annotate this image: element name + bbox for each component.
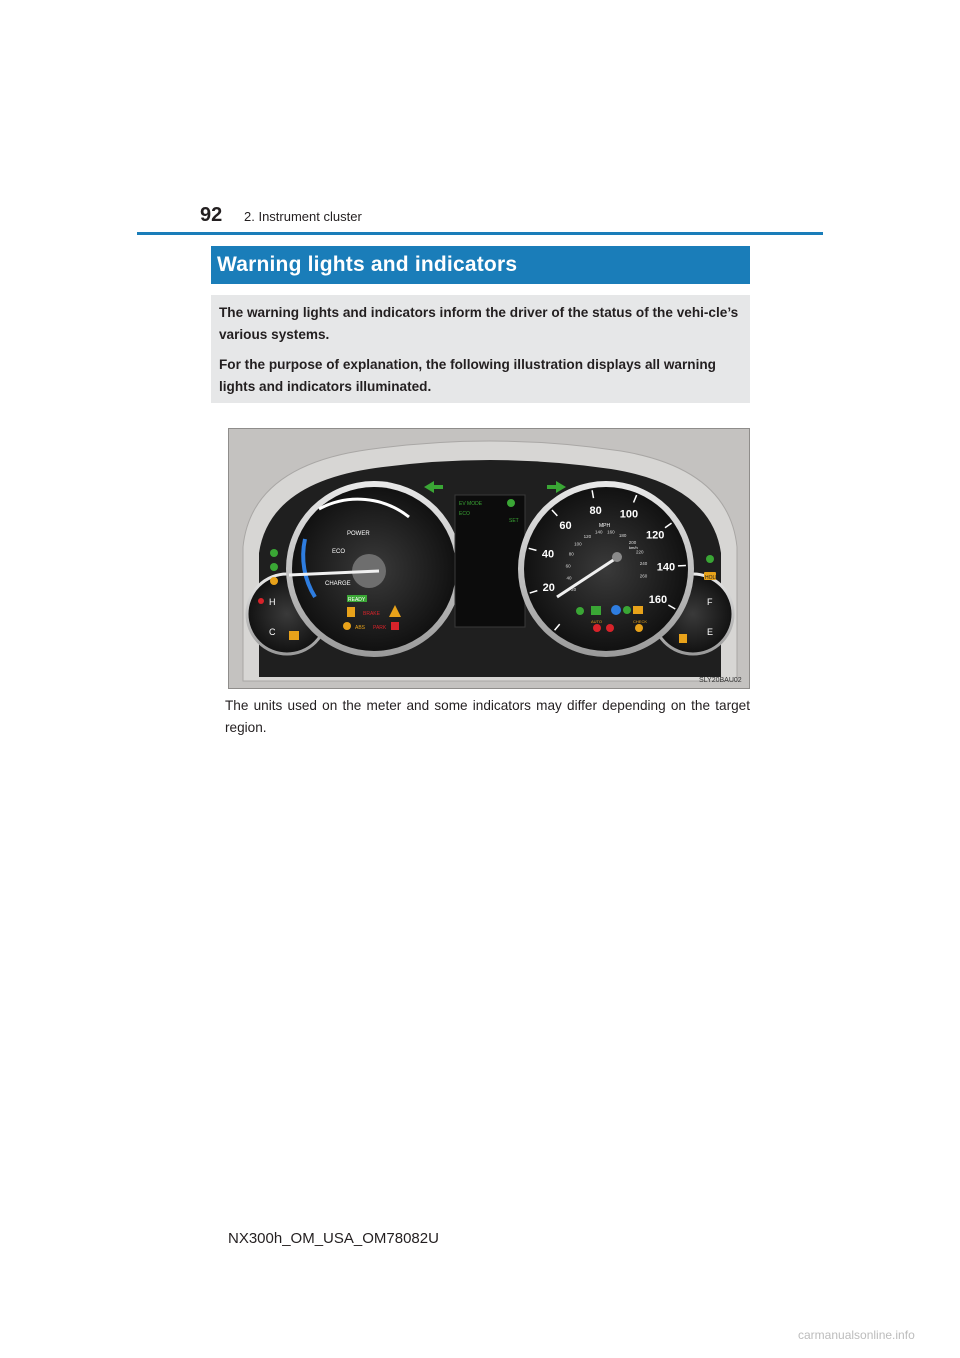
master-warning-icon [347,607,355,617]
temp-h-label: H [269,597,276,607]
speedometer-mph-label: 20 [542,582,555,595]
speedometer-kmh-label: 200 [628,539,637,545]
parking-light-icon [576,607,584,615]
brake-system-icon [391,622,399,630]
slip-indicator-icon [270,563,278,571]
green-indicator-icon [706,555,714,563]
instrument-cluster-illustration [228,428,750,689]
ready-label: READY [348,597,366,603]
speedometer-kmh-label: 220 [636,549,644,555]
speedometer-kmh-label: 20 [571,586,577,592]
section-title: Warning lights and indicators [217,253,518,276]
intro-paragraph-2: For the purpose of explanation, the following illustration displays all warning lights and indicators illuminated. [219,357,716,394]
intro-box [211,295,750,403]
check-label: CHECK [633,619,648,624]
srs-warning-icon [593,624,601,632]
eco-mode-label: ECO [459,511,470,517]
fuel-f-label: F [707,597,713,607]
speedometer-mph-label: 160 [648,594,668,606]
set-label: SET [509,518,519,524]
speedometer-kmh-label: 100 [574,541,582,547]
figure-code: SLY20BAU02 [699,677,742,684]
speedometer-kmh-label: 180 [618,532,627,538]
high-beam-icon [611,605,621,615]
auto-label: AUTO [591,619,603,624]
temp-c-label: C [269,627,276,637]
speedometer-kmh-label: 40 [566,575,572,581]
brake-label: BRAKE [363,611,380,617]
speedometer-hub [612,552,622,562]
ev-mode-label: EV MODE [459,501,483,507]
vsc-indicator-icon [270,577,278,585]
temp-warning-icon [258,598,264,604]
section-heading-bar [211,246,750,284]
power-label: POWER [347,531,370,537]
seat-belt-icon [606,624,614,632]
speedometer-kmh-label: 80 [568,551,574,557]
charge-label: CHARGE [325,581,351,587]
speedometer-mph-label: 120 [645,529,665,542]
front-fog-icon [623,606,631,614]
page-number: 92 [200,204,223,226]
header-rule [137,232,823,235]
cluster-svg [229,429,750,689]
document-id: NX300h_OM_USA_OM78082U [228,1230,439,1247]
speedometer-mph-label: 80 [589,504,602,517]
abs-label: ABS [355,625,366,631]
speedometer-kmh-label: 260 [639,573,648,579]
speedometer-kmh-label: 140 [595,529,603,535]
intro-paragraph-1: The warning lights and indicators inform the driver of the status of the vehi-cle’s various systems. [219,305,739,342]
speedometer-mph-label: 140 [656,561,676,574]
speedometer-kmh-label: 120 [583,533,592,539]
kmh-unit-label: km/h [629,545,638,550]
cruise-indicator-icon [507,499,515,507]
fuel-e-label: E [707,627,714,637]
fuel-icon [679,634,687,643]
check-engine-icon [633,606,643,614]
auto-headlight-icon [591,606,601,615]
mph-unit-label: MPH [599,523,611,529]
hold-label: HOLD [705,575,719,581]
speedometer-kmh-label: 160 [607,529,615,535]
speedometer-kmh-label: 60 [565,563,571,569]
running-head: 2. Instrument cluster [244,209,362,224]
eco-label: ECO [332,549,346,555]
speedometer-mph-label: 60 [559,519,572,532]
tire-pressure-icon [343,622,351,630]
left-green-indicator-icon [270,549,278,557]
speedometer-mph-label: 100 [619,508,639,521]
watermark: carmanualsonline.info [798,1328,915,1342]
speedometer-kmh-label: 240 [639,561,648,567]
off-indicator-icon [289,631,299,640]
tire-warning-icon [635,624,643,632]
units-note: The units used on the meter and some indicators may differ depending on the target region. [225,698,750,735]
speedometer-mph-label: 40 [541,548,555,561]
park-label: PARK [373,625,387,631]
